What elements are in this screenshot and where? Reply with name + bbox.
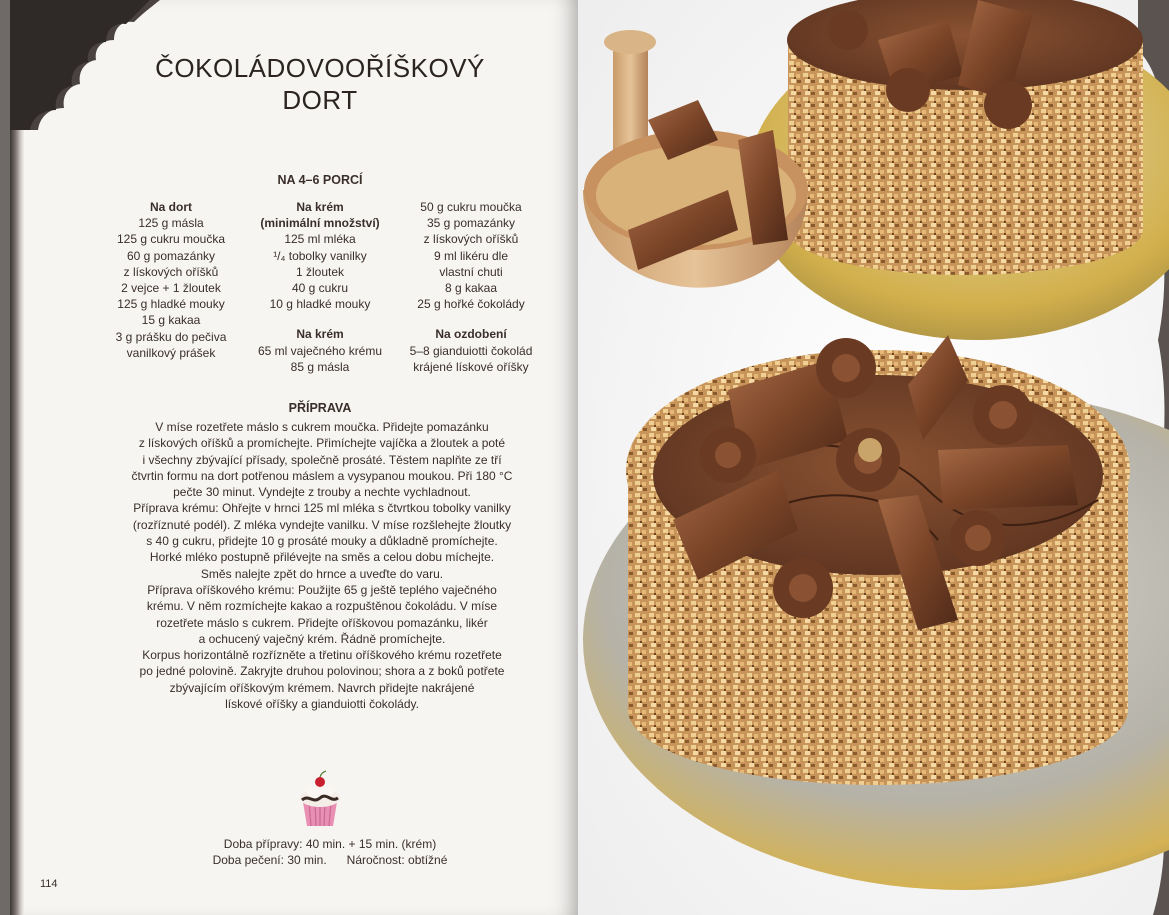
- ingredient-line: 2 vejce + 1 žloutek: [121, 281, 221, 296]
- ingredient-line: vlastní chuti: [439, 264, 503, 279]
- ingredient-heading: Na krém: [296, 200, 344, 214]
- preparation-line: Horké mléko postupně přilévejte na směs a celou dobu míchejte.: [149, 550, 495, 565]
- right-page: [578, 0, 1169, 915]
- ingredient-line: 125 g cukru moučka: [116, 232, 226, 247]
- recipe-title-line2: DORT: [282, 85, 358, 115]
- ingredient-line: 125 ml mléka: [284, 232, 356, 247]
- page-number: 114: [40, 878, 58, 890]
- ingredient-line: 125 g másla: [138, 216, 204, 231]
- ingredient-line: 60 g pomazánky: [126, 248, 216, 263]
- ingredient-line: 5–8 gianduiotti čokolád: [409, 343, 533, 358]
- preparation-line: zbývajícím oříškovým krémem. Navrch přidejte nakrájené: [169, 680, 475, 695]
- ingredient-line: 8 g kakaa: [444, 281, 498, 296]
- cupcake-icon: [293, 770, 347, 830]
- ingredient-line: z lískových oříšků: [423, 232, 519, 247]
- ingredient-line: 50 g cukru moučka: [420, 200, 522, 214]
- bake-time-difficulty: Doba pečení: 30 min. Náročnost: obtížné: [212, 853, 448, 867]
- preparation-line: lískové oříšky a gianduiotti čokolády.: [225, 697, 419, 712]
- ingredients-column-nut-cream: [386, 199, 556, 375]
- preparation-line: (rozříznuté podél). Z mléka vyndejte vanilku. V míse rozšlehejte žloutky: [132, 517, 512, 532]
- ingredient-line: z lískových oříšků: [123, 264, 219, 279]
- ingredient-line: 3 g prášku do pečiva: [115, 329, 227, 344]
- ingredient-line: 35 g pomazánky: [426, 216, 516, 231]
- left-page: [10, 0, 578, 915]
- ingredient-heading: Na dort: [150, 200, 192, 214]
- ingredient-line: 1 žloutek: [295, 264, 345, 279]
- ingredient-line: 85 g másla: [290, 359, 350, 374]
- preparation-line: V míse rozetřete máslo s cukrem moučka. Přidejte pomazánku: [155, 420, 489, 434]
- preparation-line: po jedné polovině. Zakryjte druhou polovinou; shora a z boků potřete: [139, 664, 505, 679]
- preparation-line: pečte 30 minut. Vyndejte z trouby a nechte vychladnout.: [173, 485, 471, 500]
- ingredient-line: 15 g kakaa: [141, 313, 201, 328]
- ingredient-line: 10 g hladké mouky: [269, 297, 371, 312]
- ingredient-line: 9 ml likéru dle: [433, 248, 509, 263]
- preparation-line: Příprava oříškového krému: Použijte 65 g ještě teplého vaječného: [147, 582, 497, 597]
- ingredient-line: ¹/₄ tobolky vanilky: [273, 248, 367, 263]
- servings-heading: NA 4–6 PORCÍ: [277, 173, 363, 187]
- preparation-line: Směs nalejte zpět do hrnce a uveďte do varu.: [200, 566, 444, 581]
- preparation-line: s 40 g cukru, přidejte 10 g prosáté mouky a důkladně promíchejte.: [146, 534, 498, 549]
- prep-time: Doba přípravy: 40 min. + 15 min. (krém): [223, 837, 437, 851]
- ingredient-line: vanilkový prášek: [126, 345, 216, 360]
- ingredient-heading: Na ozdobení: [435, 327, 507, 342]
- preparation-line: i všechny zbývající přísady, společně prosáté. Těstem naplňte ze tří: [142, 452, 502, 467]
- preparation-line: Příprava krému: Ohřejte v hrnci 125 ml mléka s čtvrtkou tobolky vanilky: [133, 501, 511, 516]
- recipe-title: [110, 52, 530, 116]
- ingredient-line: 40 g cukru: [291, 281, 349, 296]
- spacer: [235, 312, 405, 326]
- preparation-line: čtvrtin formu na dort potřenou máslem a vysypanou moukou. Při 180 °C: [131, 468, 513, 483]
- preparation-text: [102, 419, 542, 712]
- ingredient-line: 25 g hořké čokolády: [417, 297, 525, 312]
- preparation-heading: PŘÍPRAVA: [288, 401, 352, 415]
- ingredients-column-cream: [235, 199, 405, 375]
- preparation-line: rozetřete máslo s cukrem. Přidejte oříškovou pomazánku, likér: [156, 615, 488, 630]
- preparation-line: z lískových oříšků a promíchejte. Přimíchejte vajíčka a žloutek a poté: [138, 436, 506, 451]
- recipe-title-line1: ČOKOLÁDOVOOŘÍŠKOVÝ: [155, 53, 485, 83]
- preparation-line: krému. V něm rozmíchejte kakao a rozpuštěnou čokoládu. V míse: [146, 599, 498, 614]
- ingredient-line: 65 ml vaječného krému: [257, 343, 383, 358]
- preparation-line: a ochucený vaječný krém. Řádně promíchejte.: [198, 631, 446, 646]
- preparation-line: Korpus horizontálně rozřízněte a třetinu oříškového krému rozetřete: [142, 648, 502, 663]
- cake-photo: [578, 0, 1169, 915]
- ingredient-subheading: (minimální množství): [260, 216, 380, 231]
- ingredient-line: 125 g hladké mouky: [117, 297, 225, 312]
- back-cake: [787, 0, 1143, 275]
- ingredient-line: krájené lískové oříšky: [413, 359, 529, 374]
- ingredients-column-cake: [86, 199, 256, 361]
- time-info: [150, 836, 510, 868]
- spacer: [386, 312, 556, 326]
- page-edge: [10, 0, 24, 915]
- ingredient-heading: Na krém: [296, 327, 344, 342]
- front-cake: [626, 335, 1130, 785]
